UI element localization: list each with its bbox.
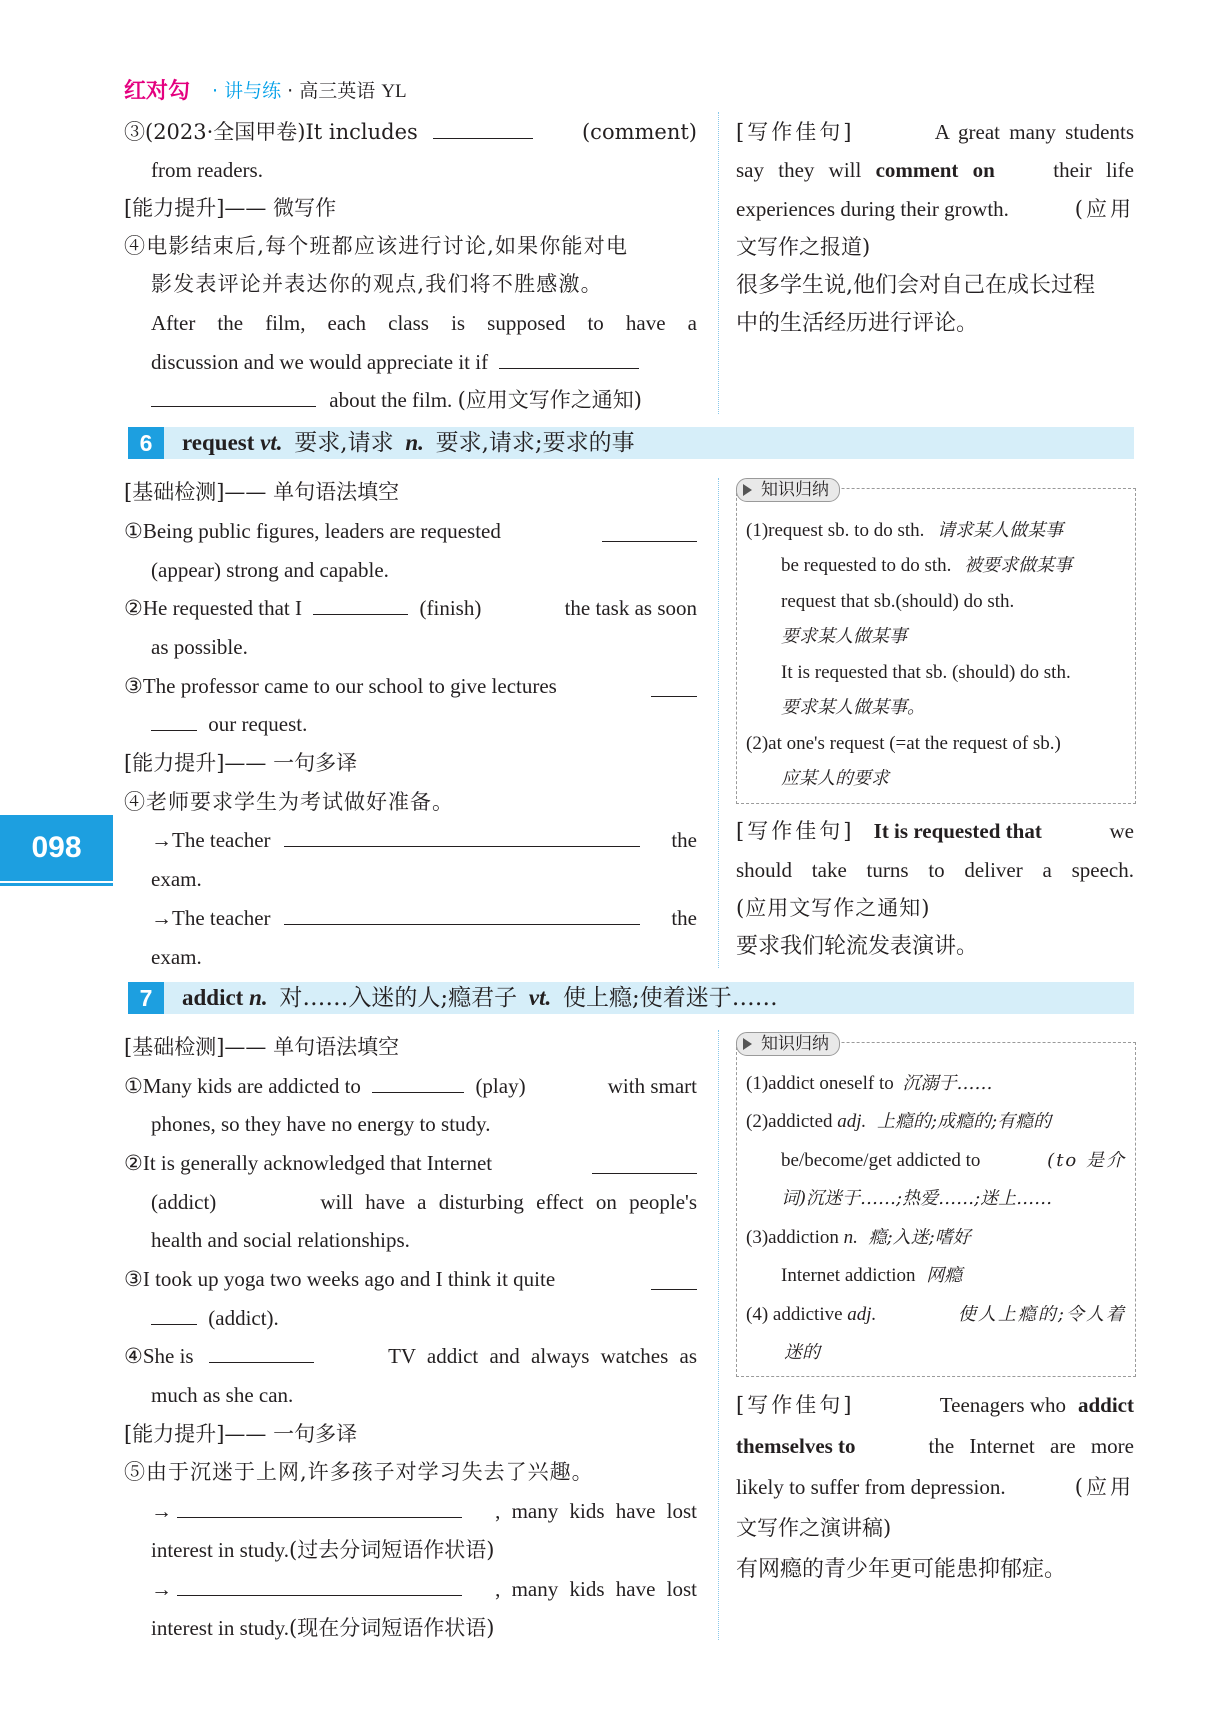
question-7-3-cont [151,1304,279,1332]
header-dot: · [212,80,219,102]
arrow: → [151,1577,172,1601]
hint-word: (comment) [581,120,697,144]
translation-lead: →The teacher [151,828,271,852]
item-chinese: 网瘾 [926,1265,963,1286]
translation-2-cont [151,1614,494,1642]
translation-2 [151,904,697,932]
ability-heading [124,1420,357,1448]
question-3-cont: from readers. [151,158,263,182]
definition: 使上瘾;使着迷于…… [563,985,778,1011]
translation-tail: , many kids have lost [495,1499,697,1523]
question-text: ③The professor came to our school to give lectures [124,674,557,698]
answer-blank[interactable] [372,1072,464,1093]
section-bracket: [基础检测] [124,1035,225,1059]
sentence-text: we [1109,819,1134,843]
hint-word: (addict). [208,1306,279,1330]
section-6-banner [128,427,1134,459]
part-of-speech: adj. [837,1111,867,1132]
part-of-speech: vt. [260,430,283,455]
sentence-text: their life [1053,158,1134,182]
section-bracket: [写作佳句] [736,1393,855,1417]
section-title [182,982,778,1014]
page-number: 098 [0,815,113,881]
section-number: 6 [128,427,164,459]
question-text: ①Being public figures, leaders are requested [124,519,501,543]
translation-lead: →The teacher [151,906,271,930]
item-number: (4) [746,1304,769,1325]
ability-heading [124,749,357,777]
question-7-2 [124,1149,697,1177]
source-note: (应用 [1074,197,1134,221]
question-text: will have a disturbing effect on people's [320,1190,697,1214]
question-text: ②It is generally acknowledged that Internet [124,1151,493,1175]
answer-blank[interactable] [151,710,197,731]
item-chinese: 被要求做某事 [964,555,1073,576]
question-7-2-cont [151,1188,697,1216]
answer-blank[interactable] [177,1575,462,1596]
definition: 对……入迷的人;瘾君子 [279,985,518,1011]
header-dot: · [287,80,294,102]
section-dash: —— [224,1422,267,1446]
answer-blank[interactable] [651,676,697,697]
answer-blank[interactable] [151,1304,197,1325]
question-4-cn-line2: 影发表评论并表达你的观点,我们将不胜感激。 [151,272,603,296]
question-6-4-cn: ④老师要求学生为考试做好准备。 [124,790,454,814]
question-text: discussion and we would appreciate it if [151,350,489,374]
writing-sentence-6-l2: should take turns to deliver a speech. [736,858,1134,882]
answer-blank[interactable] [177,1497,462,1518]
question-4-en-line2 [151,348,639,376]
section-type: 单句语法填空 [273,480,400,504]
section-bracket: [能力提升] [124,196,225,220]
question-7-2-cont2: health and social relationships. [151,1228,410,1252]
question-6-3-cont [151,710,307,738]
knowledge-line [746,731,1061,757]
answer-blank[interactable] [284,826,640,847]
translation-tail: the [671,906,697,930]
question-6-2 [124,594,697,622]
definition: 要求,请求 [294,430,394,456]
translation-tail: , many kids have lost [495,1577,697,1601]
writing-sentence-1-l3 [736,195,1134,223]
knowledge-tag [736,478,840,502]
section-dash: —— [224,196,267,220]
item-english: addictive [772,1304,843,1325]
translation-1-cont: exam. [151,867,202,891]
writing-sentence-6-src: (应用文写作之通知) [736,896,931,920]
question-text: ②He requested that I [124,596,303,620]
item-english: addicted [768,1111,833,1132]
writing-sentence-1 [736,118,1134,146]
item-english: addict oneself to [768,1073,894,1094]
item-number: (1) [746,520,769,541]
question-text: with smart [607,1074,697,1098]
section-bracket: [写作佳句] [736,120,855,144]
source-note: (过去分词短语作状语) [289,1538,495,1562]
item-english: be requested to do sth. [781,555,952,576]
section-7-banner [128,982,1134,1014]
question-7-1-cont: phones, so they have no energy to study. [151,1112,491,1136]
knowledge-line [781,553,1072,579]
column-divider [718,1030,719,1640]
writing-sentence-1-l2 [736,156,1134,184]
item-english: request sb. to do sth. [768,520,925,541]
translation-text: interest in study. [151,1616,290,1640]
item-number: (3) [746,1227,769,1248]
column-divider [718,112,719,414]
header-series: 讲与练 [224,80,282,102]
answer-blank[interactable] [602,521,697,542]
writing-translation-1: 很多学生说,他们会对自己在成长过程 [736,273,1095,298]
part-of-speech: n. [405,430,424,455]
header-course: 高三英语 [299,80,376,102]
knowledge-line: 迷的 [784,1342,820,1363]
answer-blank[interactable] [313,594,408,615]
question-7-4-cont: much as she can. [151,1383,294,1407]
translation-1 [151,826,697,854]
item-chinese: 使人上瘾的;令人着 [957,1304,1126,1325]
section-bracket: [写作佳句] [736,819,855,843]
key-phrase: It is requested that [873,819,1042,843]
source-note: (应用文写作之通知) [457,388,642,412]
question-7-3 [124,1265,697,1293]
section-dash: —— [224,1035,267,1059]
writing-sentence-7-src: 文写作之演讲稿) [736,1516,892,1540]
basic-heading [124,478,399,506]
sentence-text: Teenagers who [939,1393,1066,1417]
item-chinese: 瘾;入迷;嗜好 [868,1227,971,1248]
tag-label: 知识归纳 [761,480,829,500]
source-note: (应用 [1074,1475,1134,1499]
question-text: strong and capable. [226,558,389,582]
knowledge-line: request that sb.(should) do sth. [781,591,1015,612]
translation-1 [151,1497,697,1525]
key-phrase: on [972,158,995,182]
question-4-en-line3 [151,386,642,414]
question-6-1 [124,517,697,545]
part-of-speech: n. [843,1227,858,1248]
writing-translation-7: 有网瘾的青少年更可能患抑郁症。 [736,1557,1067,1582]
knowledge-line [746,1302,1126,1328]
basic-heading [124,1033,399,1061]
question-7-1 [124,1072,697,1100]
key-phrase: themselves to [736,1434,856,1458]
key-phrase: addict [1077,1393,1134,1417]
sentence-text: likely to suffer from depression. [736,1475,1006,1499]
item-chinese: 请求某人做某事 [937,520,1064,541]
knowledge-tag [736,1032,840,1056]
page-number-rule [0,883,113,886]
question-4-cn-line1: ④电影结束后,每个班都应该进行讨论,如果你能对电 [124,234,629,258]
question-7-4 [124,1342,697,1370]
play-triangle-icon [743,484,752,496]
section-type: 一句多译 [273,751,358,775]
item-english: addiction [768,1227,839,1248]
sentence-text: say they will [736,158,862,182]
writing-sentence-7-l2 [736,1432,1134,1460]
knowledge-line [781,1263,962,1289]
writing-translation-1-l2: 中的生活经历进行评论。 [736,311,979,336]
part-of-speech: n. [249,985,268,1010]
section-type: 单句语法填空 [273,1035,400,1059]
item-number: (2) [746,1111,769,1132]
knowledge-line [746,1225,971,1251]
writing-sentence-1-src: 文写作之报道) [736,235,871,259]
translation-2-cont: exam. [151,945,202,969]
source-note: (现在分词短语作状语) [289,1616,495,1640]
translation-2 [151,1575,697,1603]
question-4-en-line1: After the film, each class is supposed to have a [151,311,697,335]
key-phrase: comment [875,158,959,182]
running-header [212,76,407,103]
translation-1-cont [151,1536,494,1564]
arrow: → [151,1499,172,1523]
answer-blank[interactable] [433,118,533,139]
question-text: ③I took up yoga two weeks ago and I think it quite [124,1267,556,1291]
translation-tail: the [671,828,697,852]
item-number: (1) [746,1073,769,1094]
knowledge-line [781,1148,1126,1174]
sentence-text: experiences during their growth. [736,197,1009,221]
headword: request [182,430,255,455]
answer-blank[interactable] [499,348,639,369]
section-bracket: [能力提升] [124,1422,225,1446]
knowledge-line [746,1071,992,1097]
section-bracket: [能力提升] [124,751,225,775]
question-text: about the film. [329,388,453,412]
item-number: (2) [746,733,769,754]
writing-translation-6: 要求我们轮流发表演讲。 [736,934,979,959]
item-english: be/become/get addicted to [781,1150,981,1171]
question-text: the task as soon [564,596,697,620]
section-type: 一句多译 [273,1422,358,1446]
section-dash: —— [224,480,267,504]
writing-sentence-7 [736,1391,1134,1419]
item-english: Internet addiction [781,1265,916,1286]
translation-text: interest in study. [151,1538,290,1562]
item-english: at one's request (=at the request of sb.) [768,733,1061,754]
knowledge-line: 词)沉迷于……;热爱……;迷上…… [781,1188,1053,1209]
play-triangle-icon [743,1038,752,1050]
hint-word: (play) [475,1074,526,1098]
hint-word: (appear) [151,558,221,582]
item-chinese: (to 是介 [1047,1150,1126,1171]
knowledge-line: 要求某人做某事 [781,626,907,647]
knowledge-line [746,1109,1051,1135]
question-text: ①Many kids are addicted to [124,1074,361,1098]
header-code: YL [381,81,407,102]
writing-sentence-7-l3 [736,1473,1134,1501]
column-divider [718,478,719,968]
section-number: 7 [128,982,164,1014]
item-chinese: 沉溺于…… [902,1073,993,1094]
answer-blank[interactable] [284,904,640,925]
section-type: 微写作 [273,196,337,220]
sentence-text: the Internet are more [928,1434,1134,1458]
answer-blank[interactable] [209,1342,314,1363]
question-text: ③(2023·全国甲卷)It includes [124,120,418,144]
tag-label: 知识归纳 [761,1034,829,1054]
item-chinese: 上瘾的;成瘾的;有瘾的 [877,1111,1052,1132]
knowledge-line: It is requested that sb. (should) do sth. [781,662,1071,683]
question-3-top [124,118,697,146]
knowledge-line: 应某人的要求 [781,768,889,789]
sentence-text: A great many students [934,120,1134,144]
writing-sentence-6 [736,817,1134,845]
part-of-speech: vt. [528,985,552,1010]
section-dash: —— [224,751,267,775]
question-6-3 [124,672,697,700]
definition: 要求,请求;要求的事 [435,430,635,456]
question-7-5-cn: ⑤由于沉迷于上网,许多孩子对学习失去了兴趣。 [124,1460,594,1484]
answer-blank[interactable] [592,1153,697,1174]
section-bracket: [基础检测] [124,480,225,504]
question-text: TV addict and always watches as [388,1344,697,1368]
hint-word: (addict) [151,1190,217,1214]
section-title [182,427,635,459]
answer-blank[interactable] [651,1269,697,1290]
ability-heading [124,194,336,222]
brand-logo: 红对勾 [124,79,191,104]
knowledge-line [746,518,1063,544]
question-text: ④She is [124,1344,194,1368]
part-of-speech: adj. [847,1304,877,1325]
answer-blank[interactable] [151,386,316,407]
question-text: our request. [208,712,308,736]
question-6-2-cont: as possible. [151,635,248,659]
knowledge-line: 要求某人做某事。 [781,697,925,718]
hint-word: (finish) [419,596,482,620]
question-6-1-cont [151,556,389,584]
headword: addict [182,985,244,1010]
